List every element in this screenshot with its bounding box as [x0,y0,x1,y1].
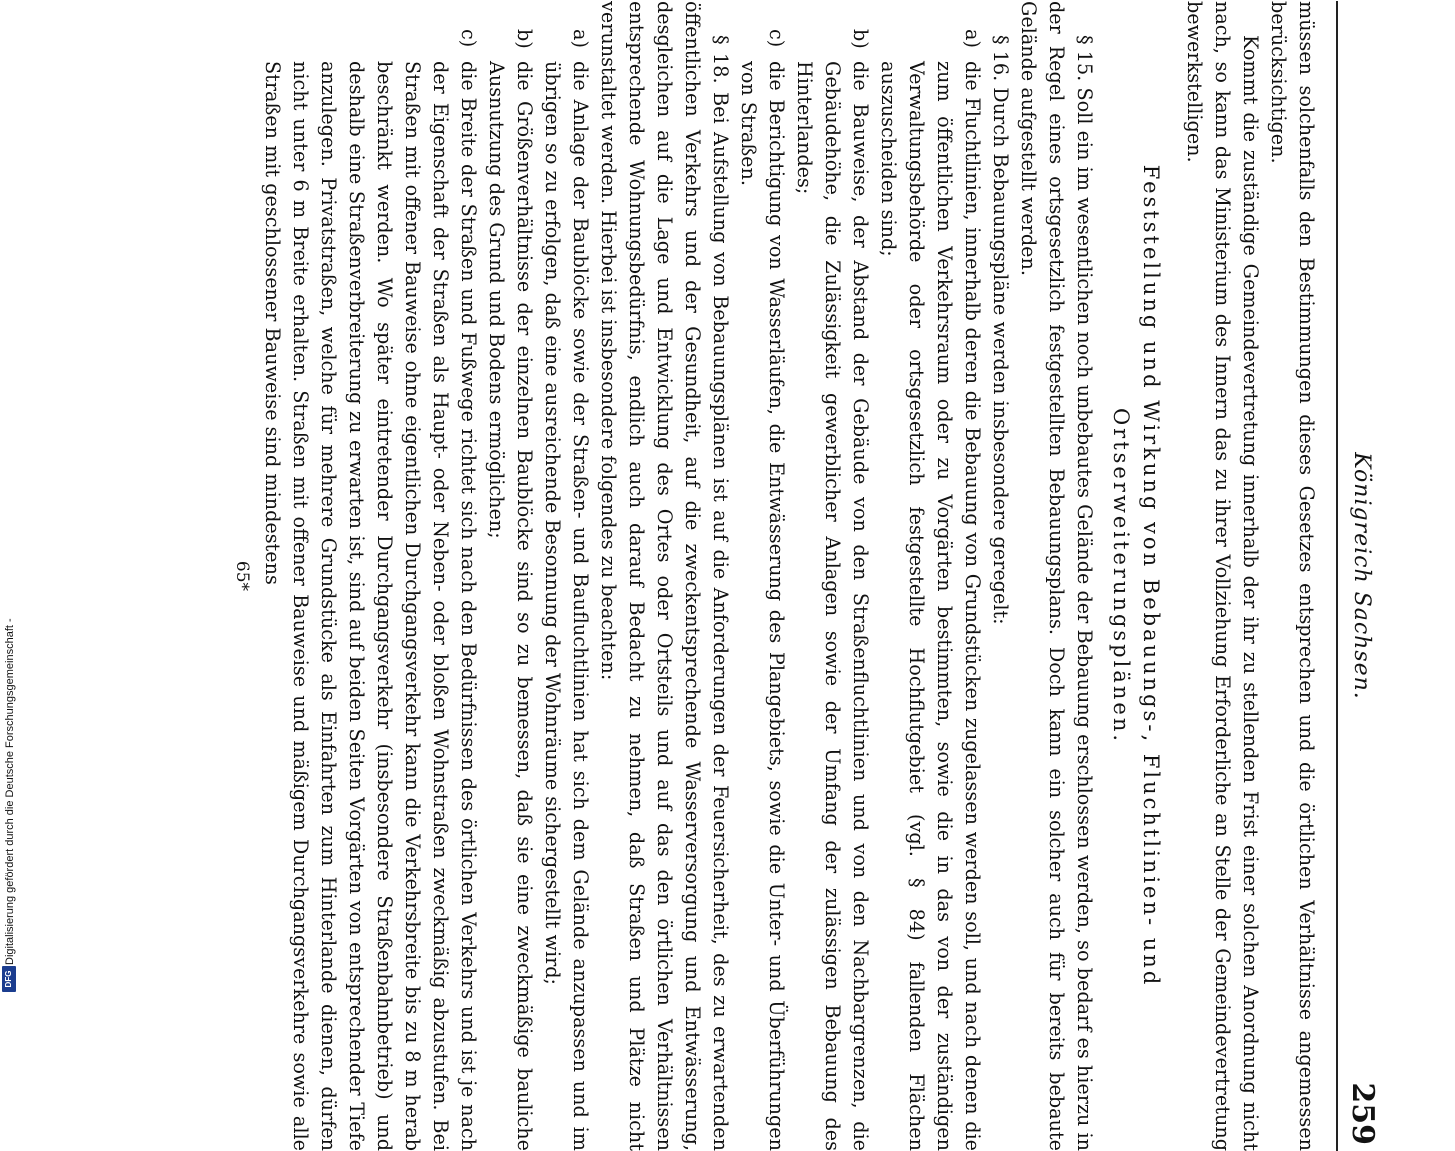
page-number: 259 [1345,1082,1380,1145]
list-item [734,1,790,1151]
list-item-text: die Fluchtlinien, innerhalb deren die Bebauung von Grundstücken zugelassen werden soll, und nach denen die zum öffentlichen Verkehrsraum oder zu Vorgärten bestimmten, sowie die in das von der zuständigen Verwaltungsbehörde oder ortsgesetzlich festgestellte Hochflutgebiet (vgl. § 84) fallenden Flächen auszuscheiden sind; [877,61,984,1151]
paragraph-section-18: § 18. Bei Aufstellung von Bebauungsplänen ist auf die Anforderungen der Feuersicherheit, des zu erwartenden öffentlichen Verkehrs und der Gesundheit, auf die zweckentsprechende Wasserversorgung und Entwässerung, desgleichen auf die Lage und Entwicklung des Ortes oder Ortsteils und auf das den örtlichen Verhältnissen entsprechende Wohnungsbedürfnis, endlich auch darauf Bedacht zu nehmen, daß Straßen und Plätze nicht verunstaltet werden. Hierbei ist insbesondere folgendes zu beachten: [597,1,732,1151]
paragraph-ministry: Kommt die zuständige Gemeindevertretung innerhalb der ihr zu stellenden Frist einer solchen Anordnung nicht nach, so kann das Ministerium des Innern das zu ihrer Vollziehung Erforderliche an Stelle der Gemeindevertretung bewerkstelligen. [1183,1,1262,1151]
scan-margin [0,0,20,1000]
list-item-label: a) [961,29,984,48]
section-heading: Feststellung und Wirkung von Bebauungs-, Fluchtlinien- und Ortserweiterungsplänen. [1109,164,1163,988]
list-item-text: die Bauweise, der Abstand der Gebäude von den Straßenfluchtlinien und von den Nachbargrenzen, die Gebäudehöhe, die Zulässigkeit gewerblicher Anlagen sowie der Umfang der zulässigen Bebauung des Hinterlandes; [793,61,872,1151]
list-item-label: b) [513,29,536,49]
list-item-label: c) [765,29,788,48]
list-item-label: a) [569,29,592,48]
document-page [120,1,1380,1151]
list-item-text: die Breite der Straßen und Fußwege richtet sich nach den Bedürfnissen des örtlichen Verkehrs und ist je nach der Eigenschaft der Straßen als Haupt- oder Neben- oder bloßen Wohnstraßen zweckmäßig abzustufen. Bei Straßen mit offener Bauweise ohne eigentlichen Durchgangsverkehr kann die Verkehrsbreite bis zu 8 m herab beschränkt werden. Wo später eintretender Durchgangsverkehr (insbesondere Straßenbahnbetrieb) und deshalb eine Straßenverbreiterung zu erwarten ist, sind auf beiden Seiten Vorgärten von entsprechender Tiefe anzulegen. Privatstraßen, welche für mehrere Grundstücke als Einfahrten zum Hinterlande dienen, dürfen nicht unter 6 m Breite erhalten. Straßen mit offener Bauweise und mäßigem Durchgangsverkehre sowie alle Straßen mit geschlossener Bauweise sind mindestens [261,61,480,1151]
dfg-logo [2,966,16,992]
list-item [874,1,986,1151]
list-item-text: die Größenverhältnisse der einzelnen Baublöcke sind so zu bemessen, daß sie eine zweckmäßige bauliche Ausnutzung des Grund und Bodens ermöglichen; [485,61,536,1151]
list-item [258,1,482,1151]
list-item [482,1,538,1151]
sheet-signature: 65* [232,560,252,592]
list-item [538,1,594,1151]
list-item [790,1,874,1151]
page-header [1336,1,1380,1151]
paragraph-section-15: § 15. Soll ein im wesentlichen noch unbebautes Gelände der Bebauung erschlossen werden, so bedarf es hierzu in der Regel eines ortsgesetzlich festgestellten Bebauungsplans. Doch kann ein solcher auch für bereits bebaute Gelände aufgestellt werden. [1017,1,1096,1151]
running-head: Königreich Sachsen. [1349,452,1374,700]
paragraph-continuation: müssen solchenfalls den Bestimmungen dieses Gesetzes entsprechen und die örtlichen Verhältnisse angemessen berücksichtigen. [1267,1,1318,1151]
list-item-label: c) [457,29,480,48]
digitization-note: Digitalisierung gefördert durch die Deutsche Forschungsgemeinschaft - [4,618,16,965]
list-item-text: die Berichtigung von Wasserläufen, die Entwässerung des Plangebiets, sowie die Unter- und Überführungen von Straßen. [737,61,788,1151]
dfg-logo-text: DFG [4,970,13,988]
list-item-text: die Anlage der Baublöcke sowie der Straßen- und Baufluchtlinien hat sich dem Gelände anzupassen und im übrigen so zu erfolgen, daß eine ausreichende Besonnung der Wohnräume sichergestellt wird; [541,61,592,1151]
list-item-label: b) [849,29,872,49]
paragraph-section-16: § 16. Durch Bebauungspläne werden insbesondere geregelt: [989,35,1012,625]
